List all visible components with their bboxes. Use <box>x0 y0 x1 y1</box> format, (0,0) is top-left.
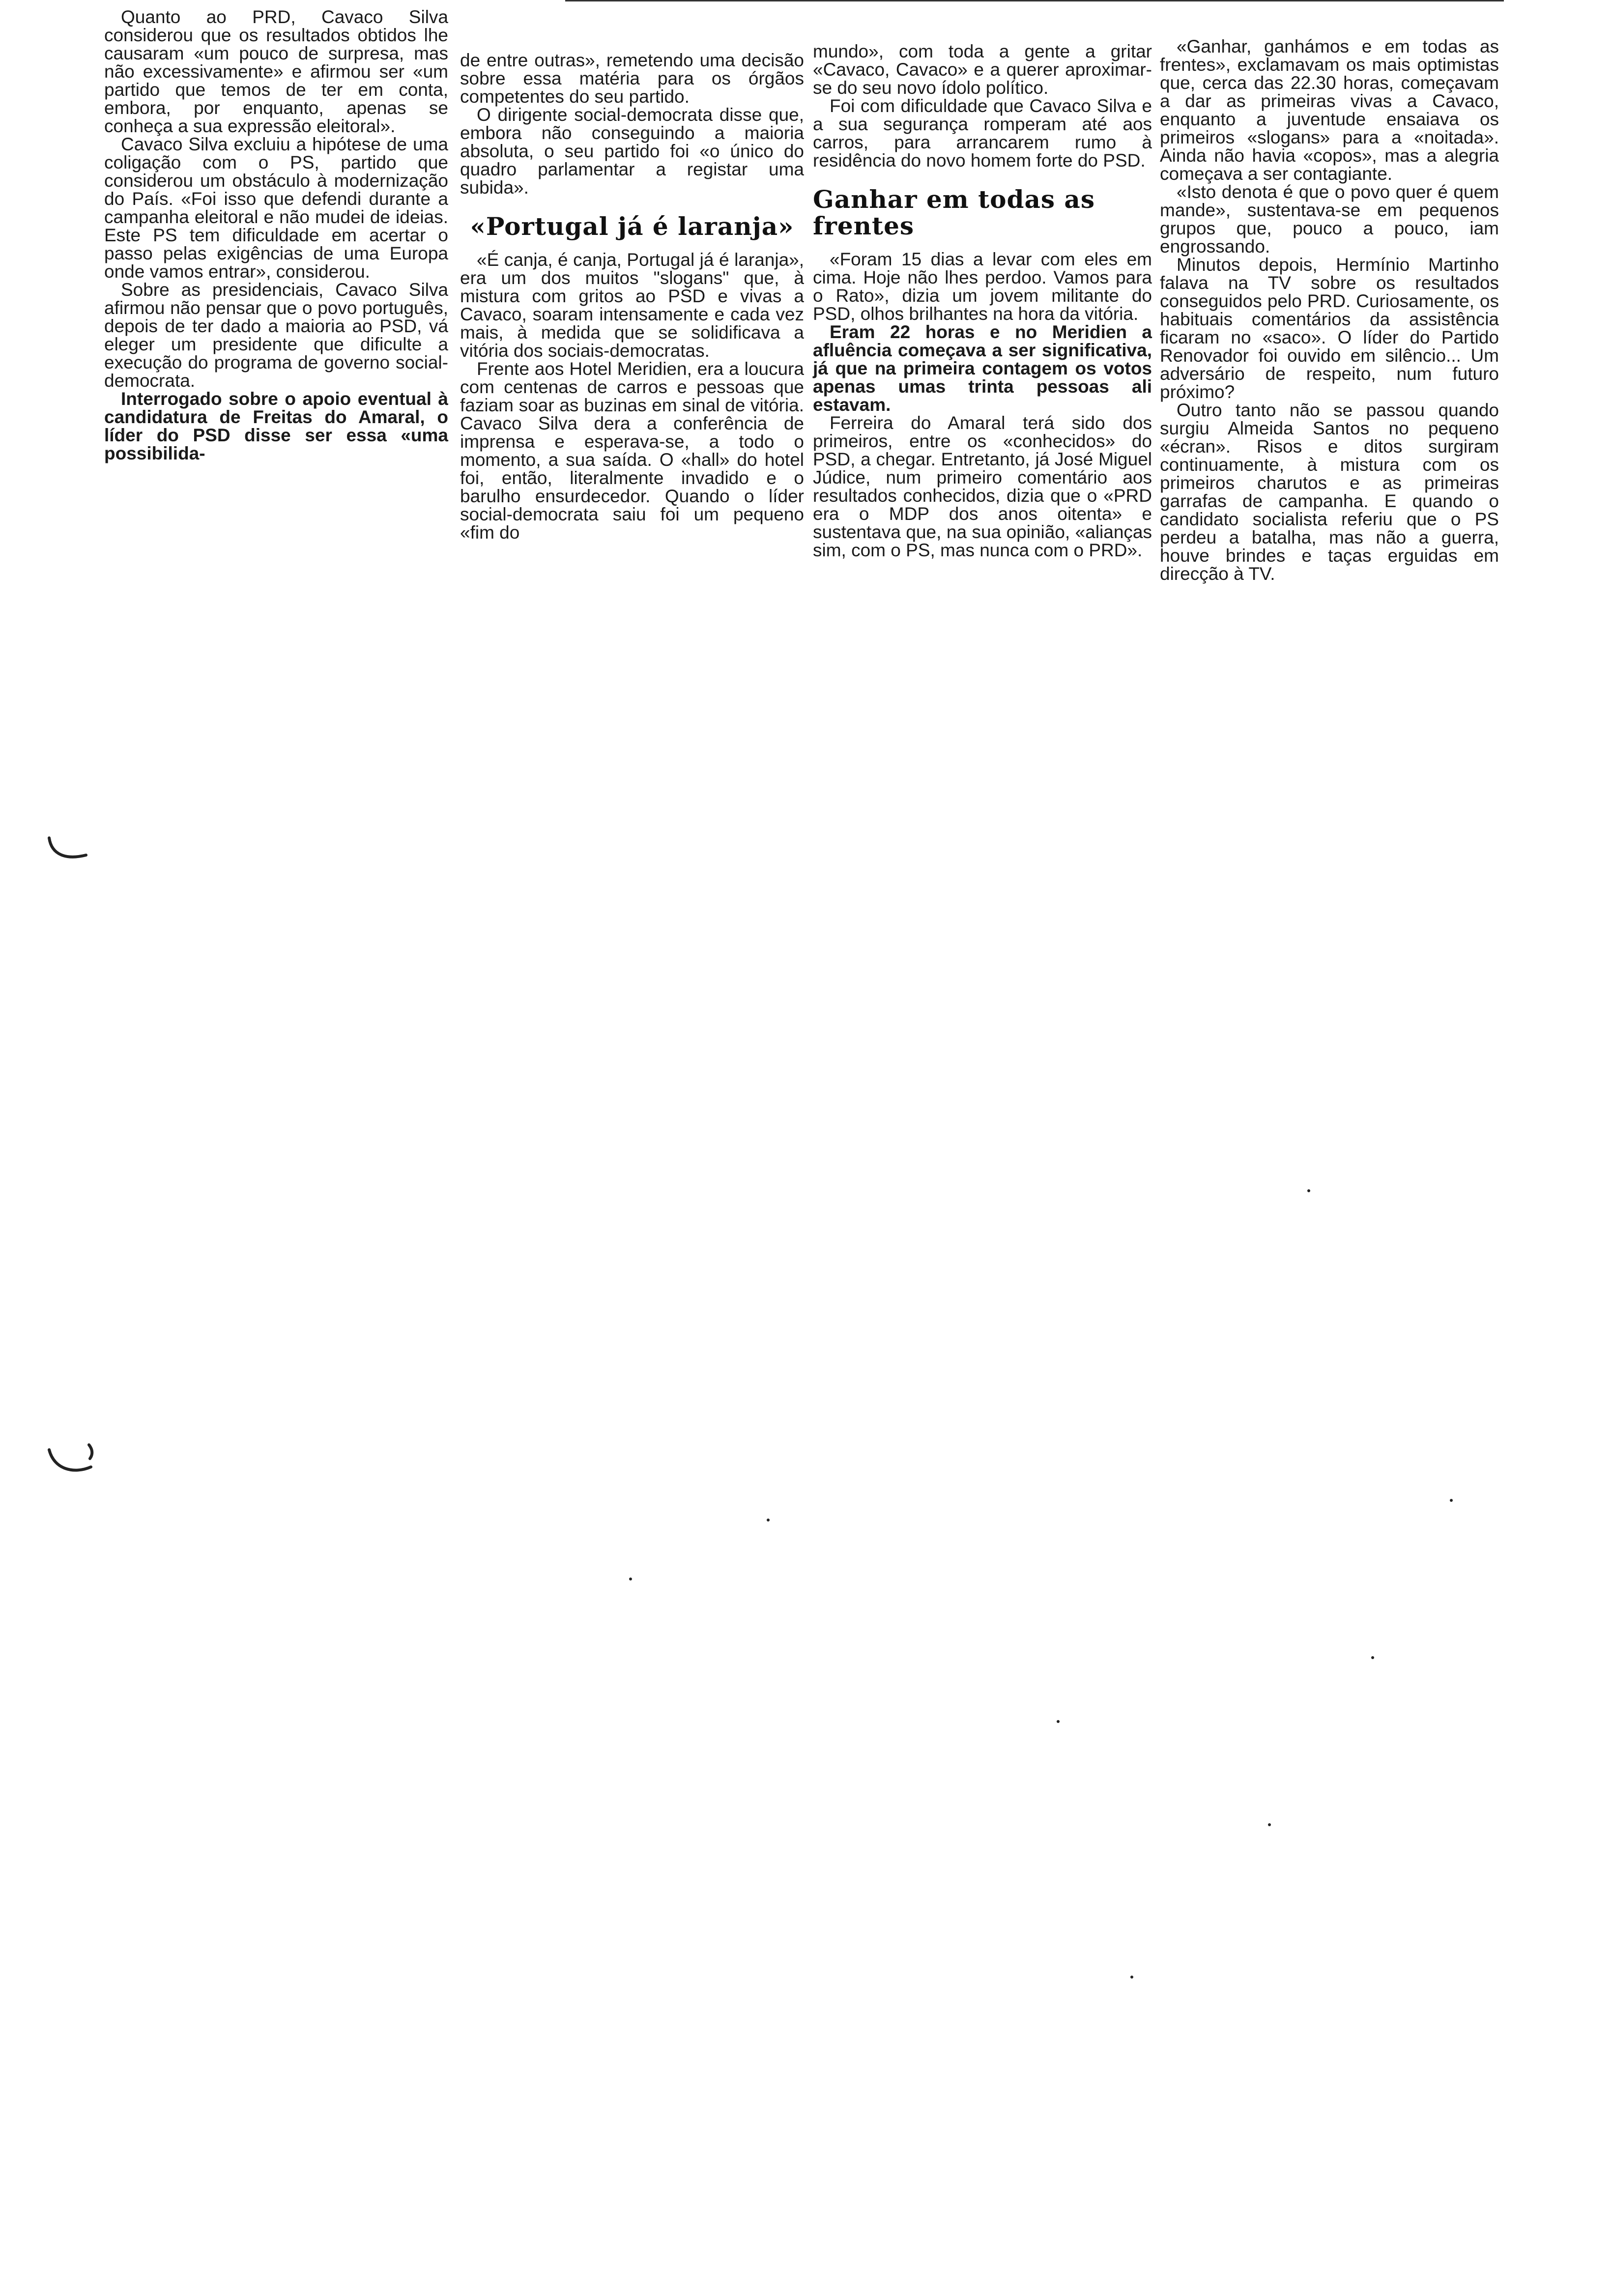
paragraph: Ferreira do Amaral terá sido dos primeiros, entre os «conhecidos» do PSD, a chegar. Entretanto, já José Miguel Júdice, num primeiro comentário aos resultados conhecidos, dizia que o «PRD era o MDP dos anos oitenta» e sustentava que, na sua opinião, «alianças sim, com o PS, mas nunca com o PRD». <box>813 413 1152 560</box>
paragraph: de entre outras», remetendo uma decisão sobre essa matéria para os órgãos competentes do seu partido. <box>460 50 804 107</box>
scan-speck <box>1450 1499 1453 1502</box>
scan-speck <box>767 1519 770 1521</box>
section-heading: Ganhar em todas as frentes <box>813 185 1095 240</box>
paragraph: O dirigente social-democrata disse que, embora não conseguindo a maioria absoluta, o seu partido foi «o único do quadro parlamentar a registar uma subida». <box>460 105 804 198</box>
paragraph: Outro tanto não se passou quando surgiu Almeida Santos no pequeno «écran». Risos e ditos surgiram continuamente, à mistura com os primeiros charutos e as primeiras garrafas de campanha. E quando o candidato socialista referiu que o PS perdeu a batalha, mas não a guerra, houve brindes e taças erguidas em direcção à TV. <box>1160 400 1499 584</box>
scan-speck <box>629 1578 632 1580</box>
paragraph: Interrogado sobre o apoio eventual à candidatura de Freitas do Amaral, o líder do PSD disse ser essa «uma possibilida- <box>104 389 448 463</box>
section-heading: «Portugal já é laranja» <box>470 212 794 241</box>
scan-mark-icon <box>47 835 91 865</box>
article-column-2 <box>460 51 804 542</box>
paragraph: Minutos depois, Hermínio Martinho falava na TV sobre os resultados conseguidos pelo PRD. Curiosamente, os habituais comentários da assistência ficaram no «saco». O líder do Partido Renovador foi ouvido em silêncio... Um adversário de respeito, num futuro próximo? <box>1160 255 1499 402</box>
article-column-4 <box>1160 37 1499 583</box>
paragraph: «Isto denota é que o povo quer é quem mande», sustentava-se em pequenos grupos que, pouco a pouco, iam engrossando. <box>1160 182 1499 257</box>
paragraph: Foi com dificuldade que Cavaco Silva e a sua segurança romperam até aos carros, para arrancarem rumo à residência do novo homem forte do PSD. <box>813 96 1152 171</box>
scan-speck <box>1130 1976 1133 1979</box>
scan-speck <box>1371 1656 1374 1659</box>
paragraph: «É canja, é canja, Portugal já é laranja», era um dos muitos "slogans" que, à mistura com gritos ao PSD e vivas a Cavaco, soaram intensamente e cada vez mais, à medida que se solidificava a vitória dos sociais-democratas. <box>460 250 804 361</box>
scan-speck <box>1057 1720 1060 1723</box>
scan-speck <box>1268 1823 1271 1826</box>
scan-speck <box>1307 1189 1310 1192</box>
article-column-3 <box>813 42 1152 559</box>
paragraph: Quanto ao PRD, Cavaco Silva considerou que os resultados obtidos lhe causaram «um pouco de surpresa, mas não excessivamente» e afirmou ser «um partido que temos de ter em conta, embora, por enquanto, apenas se conheça a sua expressão eleitoral». <box>104 7 448 136</box>
paragraph: Eram 22 horas e no Meridien a afluência começava a ser significativa, já que na primeira contagem os votos apenas umas trinta pessoas ali estavam. <box>813 322 1152 415</box>
paragraph: Cavaco Silva excluiu a hipótese de uma coligação com o PS, partido que considerou um obstáculo à modernização do País. «Foi isso que defendi durante a campanha eleitoral e não mudei de ideias. Este PS tem dificuldade em acertar o passo pelas exigências de uma Europa onde vamos entrar», considerou. <box>104 134 448 282</box>
paragraph: «Foram 15 dias a levar com eles em cima. Hoje não lhes perdoo. Vamos para o Rato», dizia um jovem militante do PSD, olhos brilhantes na hora da vitória. <box>813 249 1152 324</box>
top-rule <box>565 0 1504 1</box>
paragraph: mundo», com toda a gente a gritar «Cavaco, Cavaco» e a querer aproximar-se do seu novo ídolo político. <box>813 41 1152 98</box>
paragraph: «Ganhar, ganhámos e em todas as frentes», exclamavam os mais optimistas que, cerca das 22.30 horas, começavam a dar as primeiras vivas a Cavaco, enquanto a juventude ensaiava os primeiros «slogans» para a «noitada». Ainda não havia «copos», mas a alegria começava a ser contagiante. <box>1160 36 1499 184</box>
paragraph: Frente aos Hotel Meridien, era a loucura com centenas de carros e pessoas que faziam soar as buzinas em sinal de vitória. Cavaco Silva dera a conferência de imprensa e esperava-se, a todo o momento, a sua saída. O «hall» do hotel foi, então, literalmente invadido e o barulho ensurdecedor. Quando o líder social-democrata saiu foi um pequeno «fim do <box>460 359 804 543</box>
scan-mark-icon <box>47 1440 101 1479</box>
article-column-1 <box>104 8 448 462</box>
paragraph: Sobre as presidenciais, Cavaco Silva afirmou não pensar que o povo português, depois de ter dado a maioria ao PSD, vá eleger um presidente que dificulte a execução do programa de governo social-democrata. <box>104 280 448 391</box>
